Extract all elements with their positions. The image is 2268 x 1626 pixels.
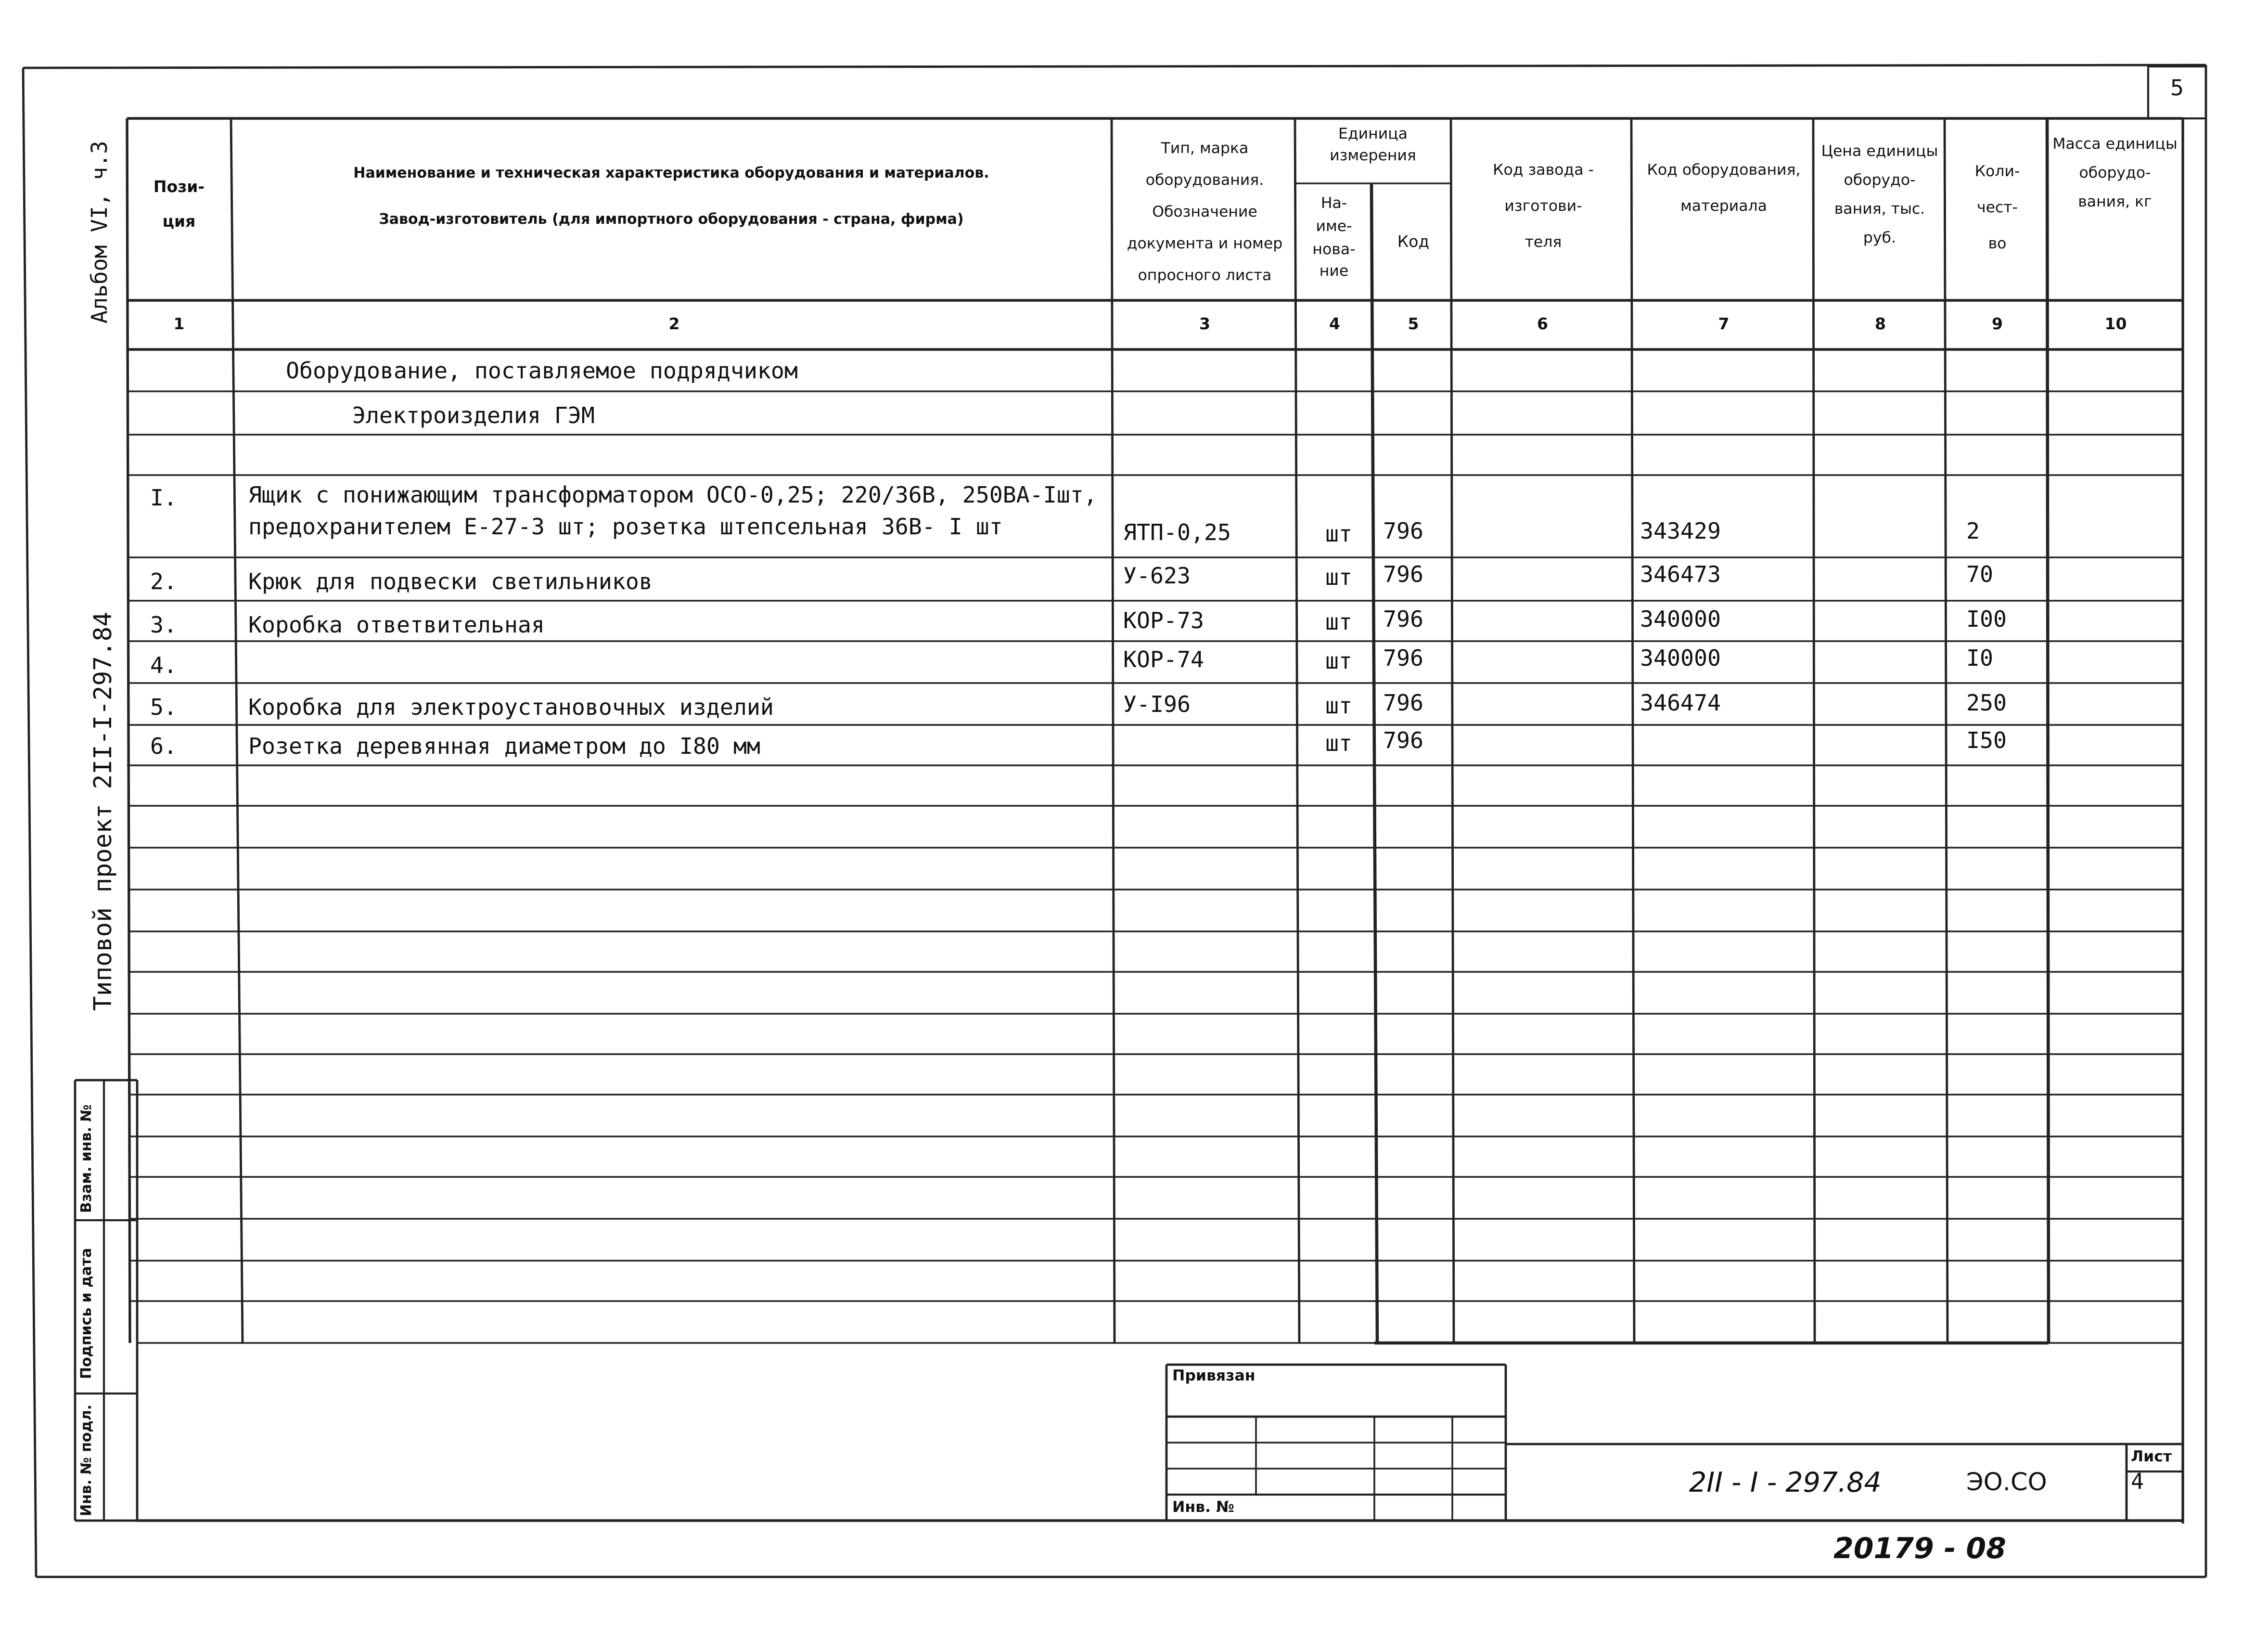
header-type: Тип, марка оборудования. Обозначение документа и номер опросного листа xyxy=(1127,140,1283,285)
row-5-equipment-code: 346474 xyxy=(1640,690,1721,716)
header-name-line2: Завод-изготовитель (для импортного оборудования - страна, фирма) xyxy=(379,212,964,228)
row-2-unit: шт xyxy=(1325,565,1353,591)
row-6-position: 6. xyxy=(150,734,178,760)
row-5-type: У-I96 xyxy=(1123,692,1191,718)
row-1-name: Ящик с понижающим трансформатором ОСО-0,25; 220/36В, 250ВА-Iшт, xyxy=(248,482,1097,508)
row-1b-equipment-code: 343429 xyxy=(1640,518,1721,544)
row-5-quantity: 250 xyxy=(1966,690,2007,716)
row-6-unit: шт xyxy=(1325,731,1353,757)
archive-number: 20179 - 08 xyxy=(1833,1531,2006,1565)
stamp-label-vzam: Взам. инв. № xyxy=(79,1104,95,1213)
page-number: 5 xyxy=(2170,75,2184,101)
row-5-name: Коробка для электроустановочных изделий xyxy=(248,695,774,721)
column-number-9: 9 xyxy=(1992,315,2003,334)
sheet-number: 4 xyxy=(2131,1469,2144,1495)
stamp-label-podpis: Подпись и дата xyxy=(79,1248,95,1379)
row-6-quantity: I50 xyxy=(1966,728,2007,754)
row-1b-name: предохранителем Е-27-3 шт; розетка штепсельная 36В- I шт xyxy=(248,514,1003,540)
row-3-type: КОР-73 xyxy=(1123,608,1204,634)
header-equipment-code: Код оборудования, материала xyxy=(1647,162,1801,216)
title-block-inv-no: Инв. № xyxy=(1172,1499,1234,1516)
row-2-code: 796 xyxy=(1383,562,1423,588)
row-3-unit: шт xyxy=(1325,609,1353,635)
sheet-label: Лист xyxy=(2131,1448,2172,1466)
column-number-10: 10 xyxy=(2104,315,2127,334)
row-2-quantity: 70 xyxy=(1966,562,1994,588)
column-number-3: 3 xyxy=(1199,315,1210,334)
row-4-code: 796 xyxy=(1383,645,1423,671)
row-1b-unit: шт xyxy=(1325,521,1353,547)
header-unit-price: Цена единицы оборудо- вания, тыс. руб. xyxy=(1821,143,1938,247)
row-1b-type: ЯТП-0,25 xyxy=(1123,520,1231,546)
column-number-8: 8 xyxy=(1875,315,1886,334)
header-unit-code: Код xyxy=(1397,232,1430,251)
row-6-name: Розетка деревянная диаметром до I80 мм xyxy=(248,734,760,760)
row-3-equipment-code: 340000 xyxy=(1640,607,1721,632)
header-quantity: Коли- чест- во xyxy=(1974,163,2020,254)
row-1-position: I. xyxy=(150,485,178,511)
row-4-equipment-code: 340000 xyxy=(1640,645,1721,671)
row-6-code: 796 xyxy=(1383,728,1423,754)
stamp-label-inv-podl: Инв. № подл. xyxy=(79,1404,95,1516)
column-number-6: 6 xyxy=(1537,315,1548,334)
row-3-quantity: I00 xyxy=(1966,607,2007,632)
document-mark: ЭО.СО xyxy=(1966,1469,2047,1497)
row-3-name: Коробка ответвительная xyxy=(248,612,545,638)
row-3-position: 3. xyxy=(150,612,178,638)
row-1b-code: 796 xyxy=(1383,518,1423,544)
document-designation: 2II - I - 297.84 xyxy=(1689,1467,1882,1499)
column-number-5: 5 xyxy=(1408,315,1419,334)
header-unit-mass: Масса единицы оборудо- вания, кг xyxy=(2052,136,2178,211)
header-unit-group: Единица измерения xyxy=(1330,126,1416,165)
row-2-position: 2. xyxy=(150,569,178,595)
row-5-position: 5. xyxy=(150,695,178,721)
album-label: Альбом VI, ч.3 xyxy=(87,141,113,323)
column-number-1: 1 xyxy=(173,315,185,334)
column-number-4: 4 xyxy=(1329,315,1340,334)
row-5-unit: шт xyxy=(1325,693,1353,719)
header-name-line1: Наименование и техническая характеристика оборудования и материалов. xyxy=(353,166,989,182)
column-number-2: 2 xyxy=(668,315,680,334)
row-5-code: 796 xyxy=(1383,690,1423,716)
row-1b-quantity: 2 xyxy=(1966,518,1980,544)
title-block-privyazan: Привязан xyxy=(1172,1368,1256,1385)
row-2-type: У-623 xyxy=(1123,563,1191,589)
header-plant-code: Код завода - изготови- теля xyxy=(1493,162,1594,252)
row-2-equipment-code: 346473 xyxy=(1640,562,1721,588)
header-unit-name: На- име- нова- ние xyxy=(1312,195,1356,281)
column-number-7: 7 xyxy=(1718,315,1730,334)
project-label: Типовой проект 2II-I-297.84 xyxy=(90,611,118,1011)
row-2-name: Крюк для подвески светильников xyxy=(248,569,653,595)
row-4-position: 4. xyxy=(150,653,178,679)
row-4-unit: шт xyxy=(1325,648,1353,674)
row-3-code: 796 xyxy=(1383,607,1423,632)
header-position: Пози- ция xyxy=(153,178,205,232)
row-4-type: КОР-74 xyxy=(1123,647,1204,673)
section-title-electrical: Электроизделия ГЭМ xyxy=(352,403,595,429)
row-4-quantity: I0 xyxy=(1966,645,1994,671)
section-title-contractor: Оборудование, поставляемое подрядчиком xyxy=(286,358,798,384)
